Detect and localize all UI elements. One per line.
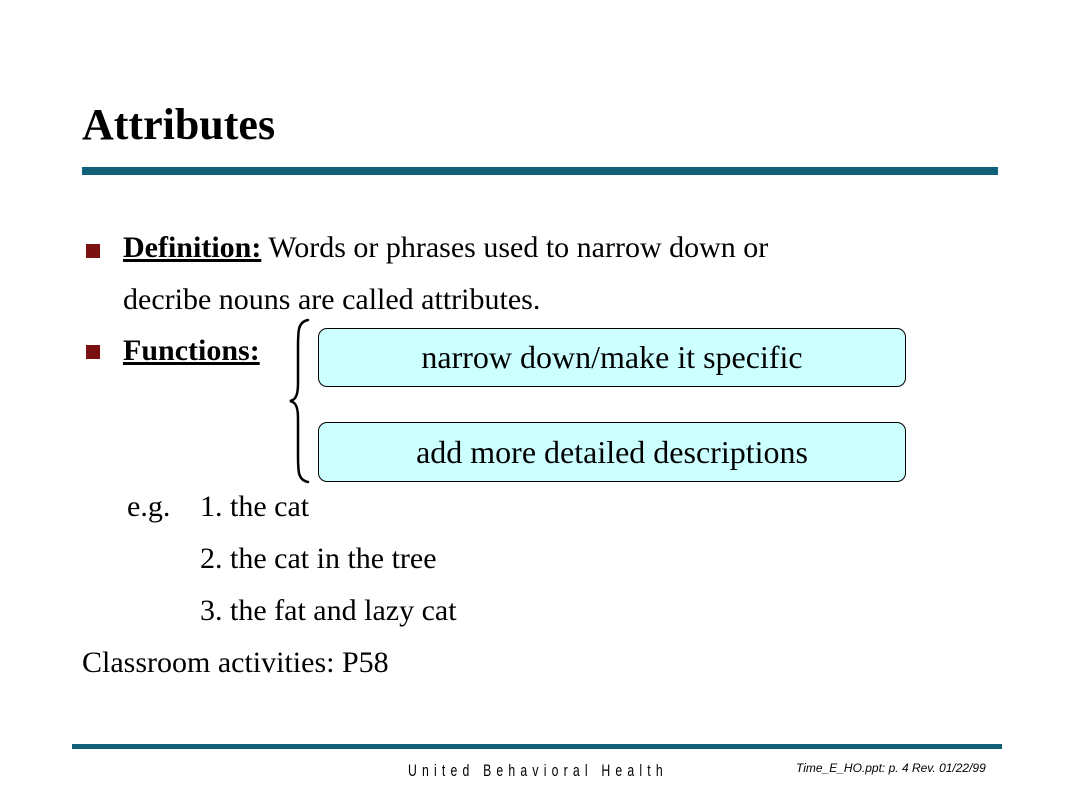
example-item-1: 1. the cat (200, 490, 310, 523)
bullet-square-icon (86, 244, 100, 258)
example-item-2: 2. the cat in the tree (200, 542, 437, 575)
definition-line-1 (123, 230, 768, 266)
example-prefix: e.g. (127, 490, 171, 523)
bullet-square-icon (86, 345, 100, 359)
slide-title: Attributes (82, 100, 276, 149)
curly-brace-icon (286, 318, 314, 484)
functions-label: Functions: (123, 334, 260, 367)
definition-text-2: decribe nouns are called attributes. (123, 283, 541, 316)
example-item-3: 3. the fat and lazy cat (200, 594, 457, 627)
title-divider (82, 167, 998, 175)
function-box-descriptions: add more detailed descriptions (318, 422, 906, 482)
footer-reference: Time_E_HO.ppt: p. 4 Rev. 01/22/99 (796, 761, 986, 775)
footer-organization: United Behavioral Health (408, 761, 668, 780)
definition-label: Definition: (123, 231, 262, 264)
footer-divider (72, 744, 1002, 749)
function-box-narrow-down: narrow down/make it specific (318, 328, 906, 387)
definition-text-1: Words or phrases used to narrow down or (261, 231, 769, 264)
classroom-activities: Classroom activities: P58 (82, 646, 389, 679)
